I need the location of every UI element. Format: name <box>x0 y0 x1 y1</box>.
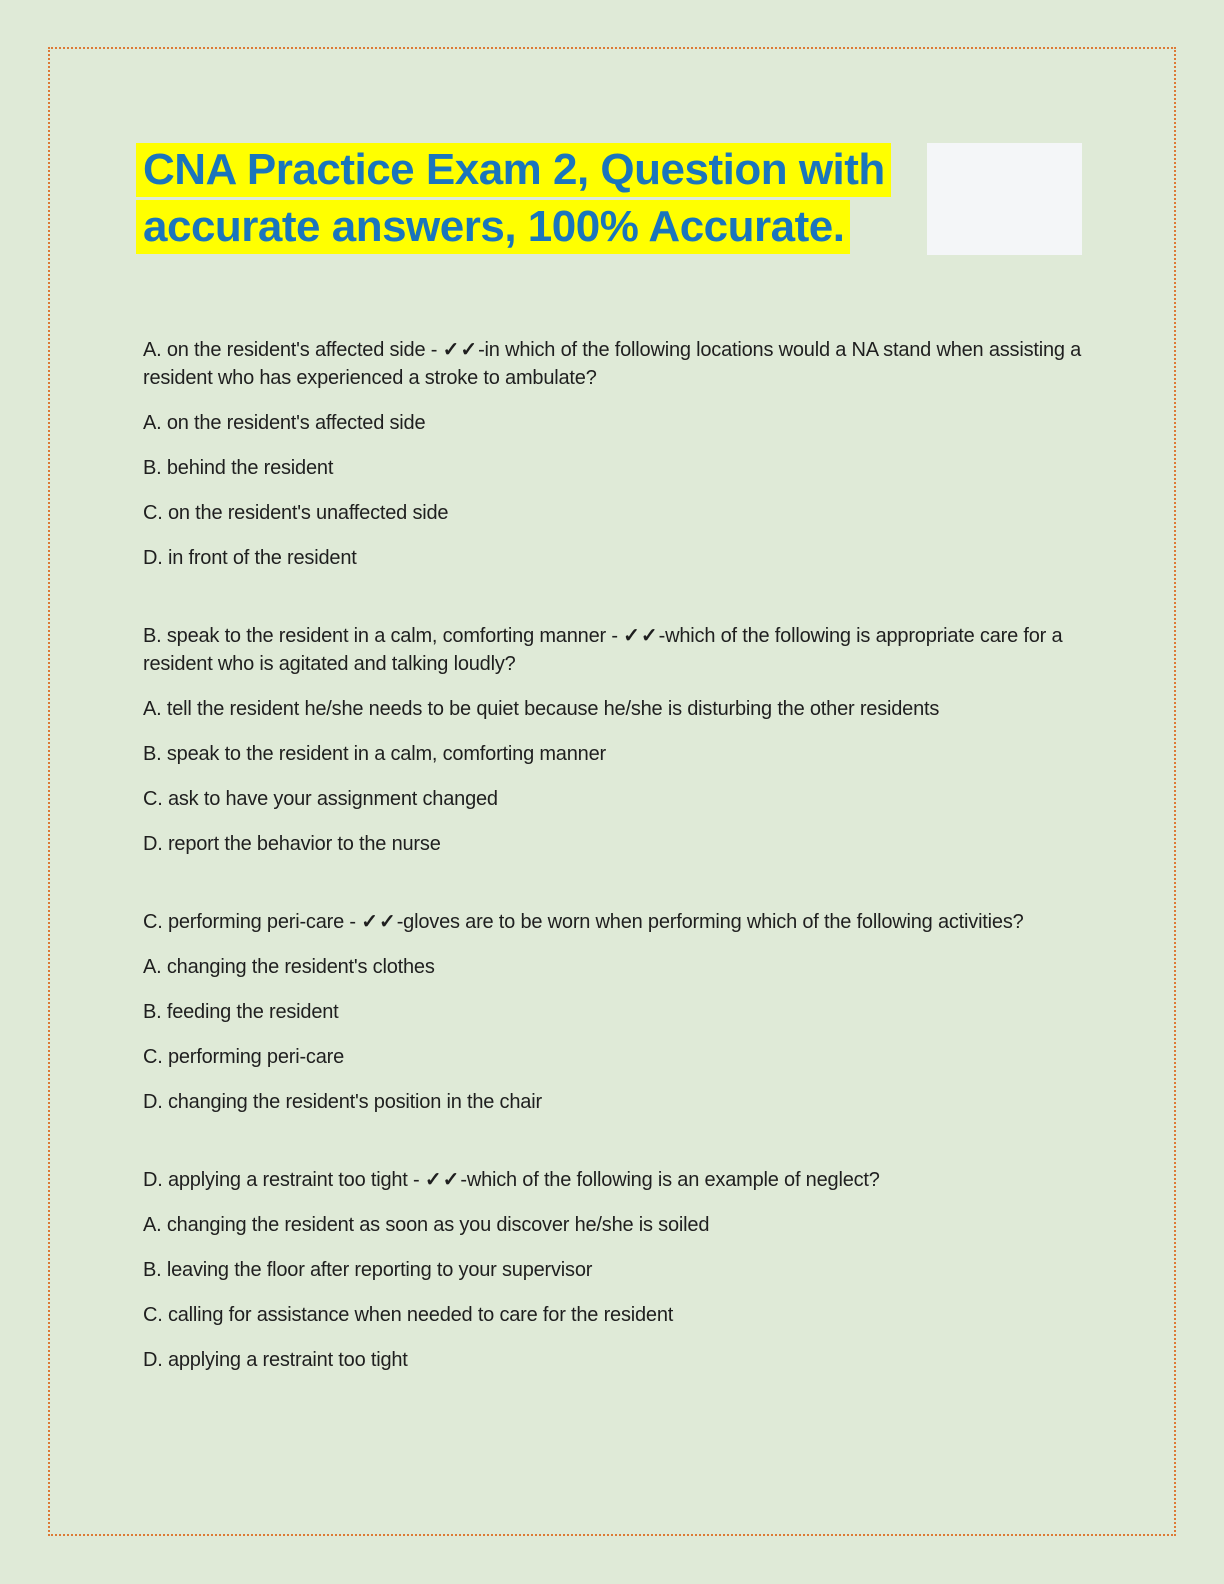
question-line <box>143 336 1088 392</box>
option-b: B. behind the resident <box>143 457 334 479</box>
option-c: C. on the resident's unaffected side <box>143 502 449 524</box>
question-text: -which of the following is an example of neglect? <box>460 1169 880 1191</box>
page-title-line-2: accurate answers, 100% Accurate. <box>136 200 850 254</box>
option-c: C. ask to have your assignment changed <box>143 788 498 810</box>
page-title-row-1 <box>136 141 1136 198</box>
option-b: B. speak to the resident in a calm, comforting manner <box>143 743 606 765</box>
question-line <box>143 908 1088 936</box>
checkmark-icon: ✓✓ <box>623 625 659 647</box>
question-block <box>143 1166 1088 1374</box>
option-d: D. applying a restraint too tight <box>143 1349 408 1371</box>
question-block <box>143 908 1088 1116</box>
option-a: A. tell the resident he/she needs to be quiet because he/she is disturbing the other residents <box>143 698 940 720</box>
option-a: A. changing the resident as soon as you discover he/she is soiled <box>143 1214 710 1236</box>
checkmark-icon: ✓✓ <box>361 911 397 933</box>
question-line <box>143 622 1088 678</box>
option-c: C. calling for assistance when needed to care for the resident <box>143 1304 674 1326</box>
option-d: D. changing the resident's position in the chair <box>143 1091 542 1113</box>
question-text: -which of the following is appropriate care for a resident who is agitated and talking loudly? <box>143 625 1063 675</box>
answer-text: B. speak to the resident in a calm, comforting manner - <box>143 625 624 647</box>
option-a: A. on the resident's affected side <box>143 412 426 434</box>
option-d: D. in front of the resident <box>143 547 357 569</box>
questions <box>143 336 1088 1424</box>
option-a: A. changing the resident's clothes <box>143 956 435 978</box>
question-block <box>143 336 1088 572</box>
question-text: -in which of the following locations would a NA stand when assisting a resident who has experienced a stroke to ambulate? <box>143 339 1082 389</box>
checkmark-icon: ✓✓ <box>424 1169 461 1191</box>
option-b: B. feeding the resident <box>143 1001 339 1023</box>
answer-text: D. applying a restraint too tight - <box>143 1169 425 1191</box>
page-title-row-2 <box>136 198 1136 255</box>
page-title-line-1: CNA Practice Exam 2, Question with <box>136 143 891 197</box>
question-line <box>143 1166 1088 1194</box>
question-text: -gloves are to be worn when performing which of the following activities? <box>396 911 1024 933</box>
option-d: D. report the behavior to the nurse <box>143 833 441 855</box>
question-block <box>143 622 1088 858</box>
answer-text: C. performing peri-care - <box>143 911 362 933</box>
option-c: C. performing peri-care <box>143 1046 345 1068</box>
option-b: B. leaving the floor after reporting to your supervisor <box>143 1259 593 1281</box>
checkmark-icon: ✓✓ <box>442 339 479 361</box>
answer-text: A. on the resident's affected side - <box>143 339 443 361</box>
page-title <box>136 141 1136 255</box>
